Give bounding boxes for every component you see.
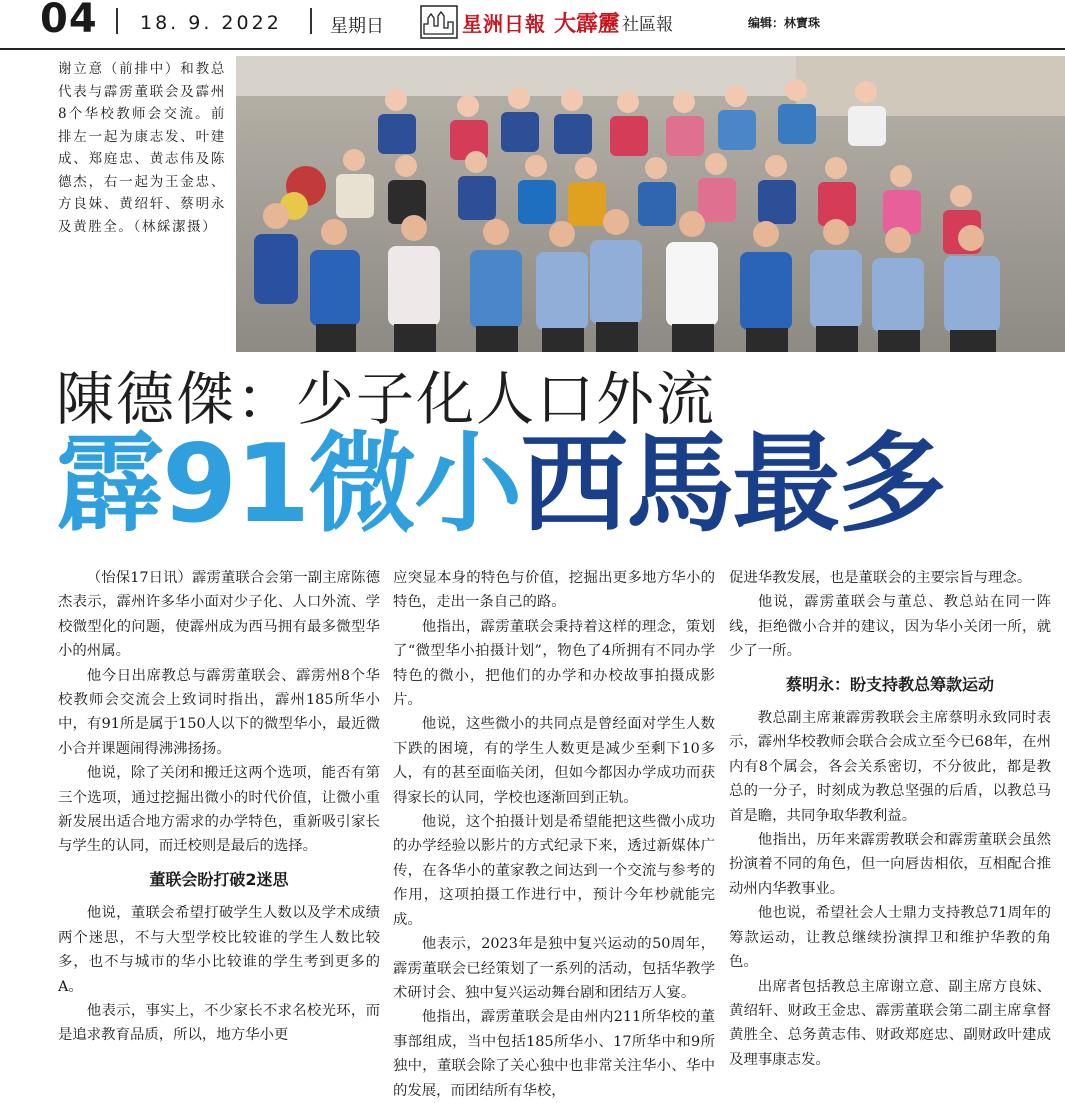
subheading: 董联会盼打破2迷思 (149, 869, 289, 889)
paragraph: 教总副主席兼霹雳教联会主席蔡明永致同时表示，霹州华校教师会联合会成立至今已68年，在州内有8个属会，各会关系密切，不分彼此，都是教总的一分子，时刻成为教总坚强的后盾，以教总马首是瞻，共同争取华教利益。 (729, 710, 1051, 824)
headline-main-part1: 霹91微小 (56, 422, 521, 547)
paragraph: 他说，霹雳董联会与董总、教总站在同一阵线，拒绝微小合并的建议，因为华小关闭一所，就少了一所。 (729, 594, 1051, 660)
paragraph: 他表示，事实上，不少家长不求名校光环，而是追求教育品质，所以，地方华小更 (58, 1002, 380, 1044)
paragraph: 他也说，希望社会人士鼎力支持教总71周年的筹款运动，让教总继续扮演捍卫和维护华教的角色。 (729, 905, 1051, 971)
newspaper-name: 星洲日報 (462, 11, 546, 36)
paragraph: 他今日出席教总与霹雳董联会、霹雳州8个华校教师会交流会上致词时指出，霹州185所华小中，有91所是属于150人以下的微型华小，最近微小合并课题闹得沸沸扬扬。 (58, 667, 380, 757)
paragraph: 他表示，2023年是独中复兴运动的50周年，霹雳董联会已经策划了一系列的活动，包括华教学术研讨会、独中复兴运动舞台剧和团结万人宴。 (393, 936, 715, 1001)
paragraph: 出席者包括教总主席谢立意、副主席方良妹、黄绍轩、财政王金忠、霹雳董联会第二副主席拿督黄胜全、总务黄志伟、财政郑庭忠、副财政叶建成及理事康志发。 (729, 978, 1051, 1068)
divider (116, 8, 118, 34)
paragraph: 他说，董联会希望打破学生人数以及学术成绩两个迷思，不与大型学校比较谁的学生人数比较多，也不与城市的华小比较谁的学生考到更多的A。 (58, 905, 380, 995)
paragraph: 他说，这个拍摄计划是希望能把这些微小成功的办学经验以影片的方式纪录下来，透过新媒体广传，在各华小的董家教之间达到一个交流与参考的作用，这项拍摄工作进行中，预计今年杪就能完成。 (393, 814, 715, 928)
divider (310, 8, 312, 34)
paragraph-continued: 应突显本身的特色与价值，挖掘出更多地方华小的特色，走出一条自己的路。 (393, 570, 715, 611)
paragraph: 他说，这些微小的共同点是曾经面对学生人数下跌的困境，有的学生人数更是减少至剩下10多人，有的甚至面临关闭，但如今都因办学成功而获得家长的认同，学校也逐渐回到正轨。 (393, 716, 715, 806)
photo-caption: 谢立意（前排中）和教总代表与霹雳董联会及霹州8个华校教师会交流。前排左一起为康志发、叶建成、郑庭忠、黄志伟及陈德杰，右一起为王金忠、方良妹、黄绍轩、蔡明永及黄胜全。（林綵潔摄） (58, 61, 226, 235)
section-suffix: 社區報 (622, 14, 674, 35)
paragraph: 他说，除了关闭和搬迁这两个选项，能否有第三个选项，通过挖掘出微小的时代价值，让微小重新发展出适合地方需求的办学特色，重新吸引家长与学生的认同，而迁校则是最后的选择。 (58, 765, 380, 855)
article-column-1 (58, 566, 380, 1048)
issue-date: 18. 9. 2022 (140, 12, 282, 34)
subheading: 蔡明永：盼支持教总筹款运动 (785, 674, 994, 694)
group-photo (236, 56, 1065, 352)
page-number: 04 (40, 0, 98, 42)
article-column-3 (729, 566, 1051, 1072)
paragraph: 他指出，历年来霹雳教联会和霹雳董联会虽然扮演着不同的角色，但一向唇齿相依，互相配合推动州内华教事业。 (729, 832, 1051, 897)
newspaper-brand (420, 4, 710, 40)
paragraph-continued: 促进华教发展，也是董联会的主要宗旨与理念。 (729, 570, 1032, 586)
headline-main (56, 422, 945, 547)
paragraph: 他指出，霹雳董联会是由州内211所华校的董事部组成，当中包括185所华小、17所华中和9所独中，董联会除了关心独中也非常关注华小、华中的发展，而团结所有华校， (393, 1009, 715, 1099)
editor-credit: 编辑：林寶珠 (748, 16, 821, 30)
paragraph: （怡保17日讯）霹雳董联合会第一副主席陈德杰表示，霹州许多华小面对少子化、人口外流、学校微型化的问题，使霹州成为西马拥有最多微型华小的州属。 (58, 570, 380, 660)
headline-kicker: 陳德傑：少子化人口外流 (56, 365, 717, 433)
section-name: 大霹靂 (554, 11, 621, 37)
paragraph: 他指出，霹雳董联会秉持着这样的理念，策划了“微型华小拍摄计划”，物色了4所拥有不同办学特色的微小，把他们的办学和办校故事拍摄成影片。 (393, 618, 715, 709)
skyline-logo-icon (420, 4, 458, 40)
headline-main-part2: 西馬最多 (520, 422, 945, 547)
masthead (0, 0, 1065, 50)
weekday: 星期日 (330, 16, 384, 37)
article-column-2 (393, 566, 715, 1103)
